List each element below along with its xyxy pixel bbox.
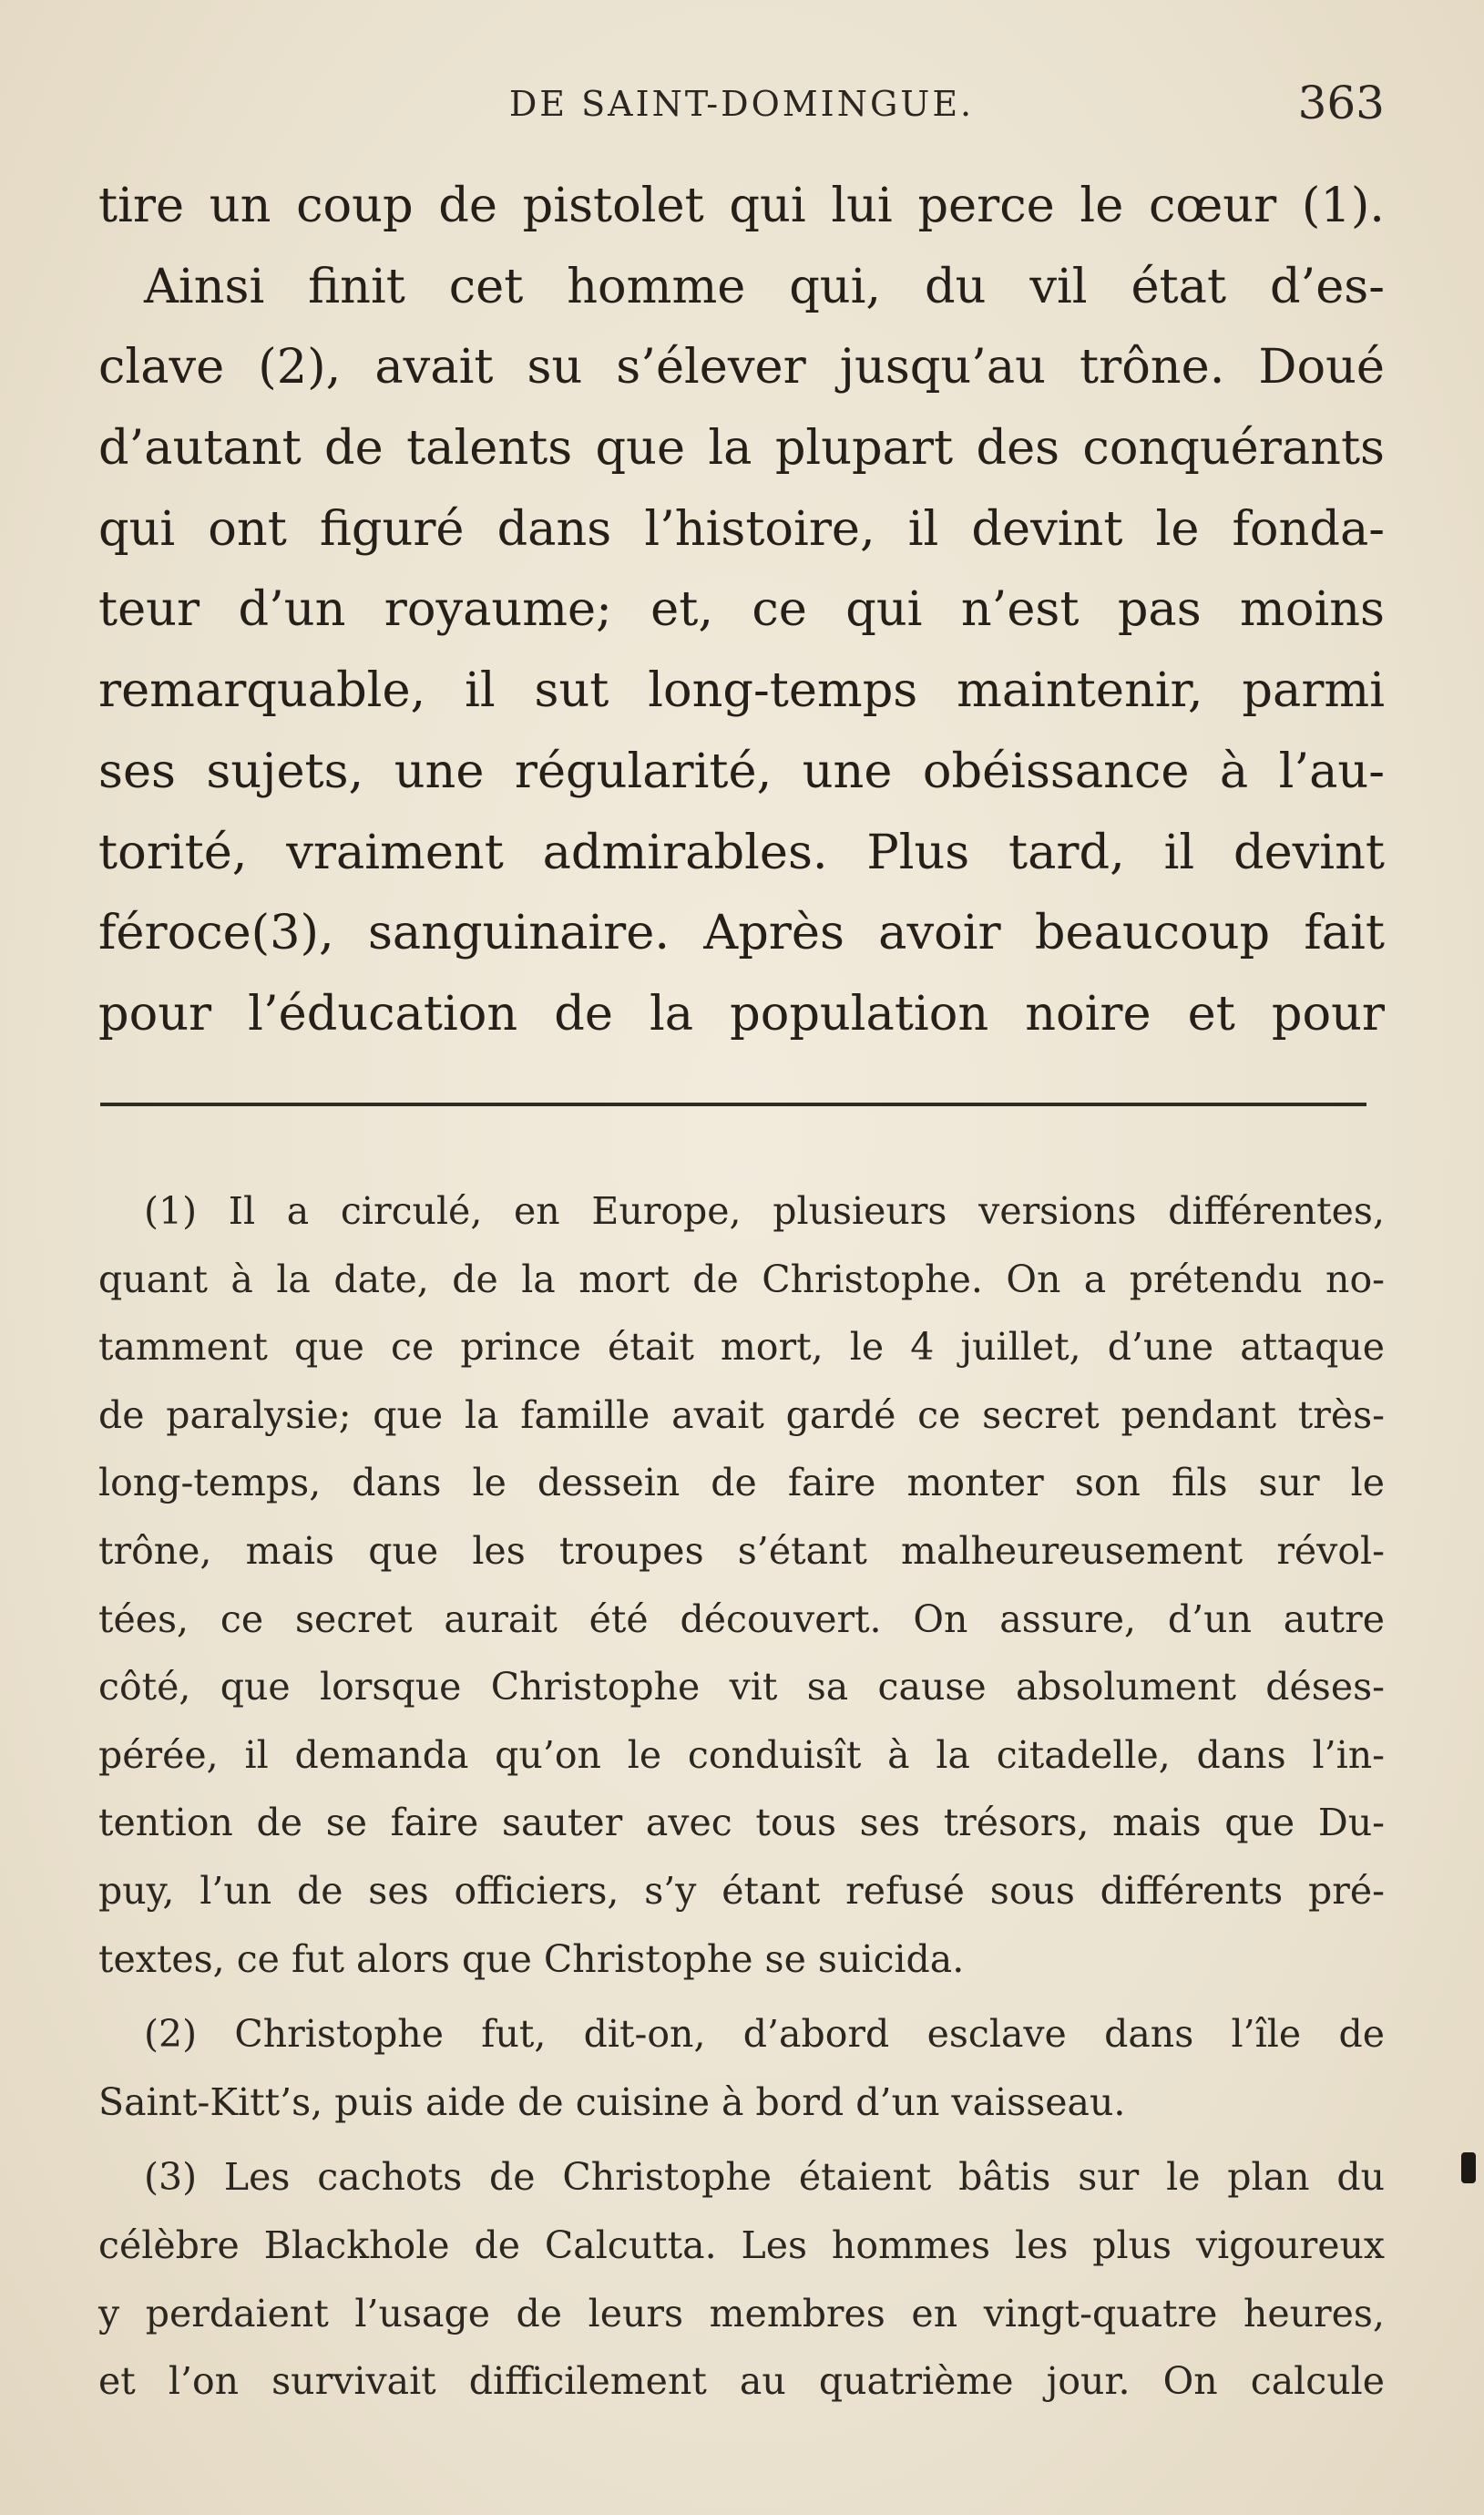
footnotes <box>98 1177 1385 2416</box>
footnote-line: (3) Les cachots de Christophe étaient bâtis sur le plan du <box>144 2155 1385 2200</box>
body-line: d’autant de talents que la plupart des conquérants <box>98 420 1385 477</box>
body-line: clave (2), avait su s’élever jusqu’au trône. Doué <box>98 339 1385 395</box>
footnote-line: tées, ce secret aurait été découvert. On assure, d’un autre <box>98 1596 1385 1641</box>
ink-margin-mark <box>1461 2152 1476 2183</box>
footnote-line: célèbre Blackhole de Calcutta. Les hommes les plus vigoureux <box>98 2222 1385 2267</box>
body-line: féroce(3), sanguinaire. Après avoir beaucoup fait <box>98 905 1385 961</box>
body-line: torité, vraiment admirables. Plus tard, il devint <box>98 824 1385 880</box>
footnote-line: y perdaient l’usage de leurs membres en vingt-quatre heures, <box>98 2291 1385 2335</box>
body-line: remarquable, il sut long-temps maintenir, parmi <box>98 662 1385 719</box>
footnote-line: quant à la date, de la mort de Christophe. On a prétendu no- <box>98 1257 1385 1301</box>
page-number: 363 <box>1297 77 1385 129</box>
body-line: pour l’éducation de la population noire et pour <box>98 985 1385 1042</box>
footnote-line: et l’on survivait difficilement au quatrième jour. On calcule <box>98 2359 1385 2404</box>
footnote-line: (1) Il a circulé, en Europe, plusieurs versions différentes, <box>144 1189 1385 1233</box>
footnote-separator <box>100 1103 1366 1106</box>
body-line: Ainsi finit cet homme qui, du vil état d’es- <box>144 258 1385 314</box>
footnote-2 <box>98 2000 1385 2136</box>
body-line: ses sujets, une régularité, une obéissance à l’au- <box>98 743 1385 799</box>
page-header <box>98 77 1385 139</box>
footnote-line: côté, que lorsque Christophe vit sa cause absolument déses- <box>98 1665 1385 1709</box>
footnote-1 <box>98 1177 1385 1993</box>
footnote-line: tention de se faire sauter avec tous ses trésors, mais que Du- <box>98 1801 1385 1845</box>
footnote-line: long-temps, dans le dessein de faire monter son fils sur le <box>98 1461 1385 1505</box>
running-head: DE SAINT-DOMINGUE. <box>508 84 975 124</box>
footnote-line: Saint-Kitt’s, puis aide de cuisine à bord d’un vaisseau. <box>98 2079 1126 2124</box>
main-text <box>98 166 1385 1055</box>
footnote-line: puy, l’un de ses officiers, s’y étant refusé sous différents pré- <box>98 1868 1385 1913</box>
footnote-line: tamment que ce prince était mort, le 4 juillet, d’une attaque <box>98 1325 1385 1370</box>
footnote-line: pérée, il demanda qu’on le conduisît à la citadelle, dans l’in- <box>98 1732 1385 1777</box>
footnote-line: (2) Christophe fut, dit-on, d’abord esclave dans l’île de <box>144 2012 1385 2057</box>
footnote-3 <box>98 2143 1385 2415</box>
body-line: qui ont figuré dans l’histoire, il devint le fonda- <box>98 500 1385 557</box>
footnote-line: textes, ce fut alors que Christophe se suicida. <box>98 1936 965 1981</box>
body-line: teur d’un royaume; et, ce qui n’est pas moins <box>98 581 1385 638</box>
footnote-line: trône, mais que les troupes s’étant malheureusement révol- <box>98 1528 1385 1573</box>
body-line: tire un coup de pistolet qui lui perce le cœur (1). <box>98 178 1385 233</box>
footnote-line: de paralysie; que la famille avait gardé ce secret pendant très- <box>98 1392 1385 1437</box>
